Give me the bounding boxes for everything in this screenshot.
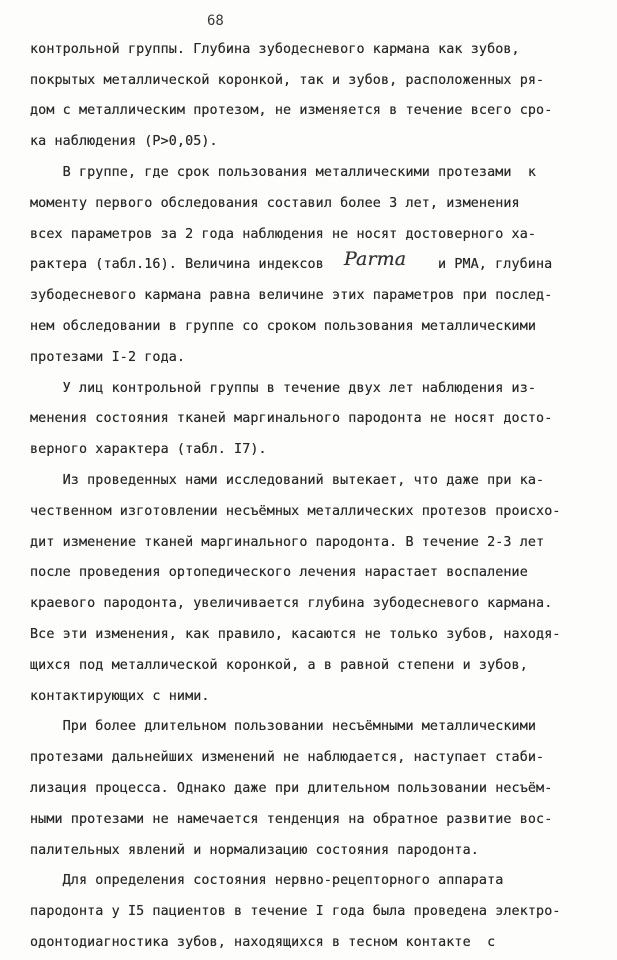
text-line: моменту первого обследования составил более 3 лет, изменения — [30, 196, 520, 211]
text-line: дом с металлическим протезом, не изменяется в течение всего сро- — [30, 103, 553, 118]
text-line: чественном изготовлении несъёмных металлических протезов происхо- — [30, 504, 561, 519]
text-line: одонтодиагностика зубов, находящихся в тесном контакте с — [30, 935, 496, 950]
text-line: дит изменение тканей маргинального пародонта. В течение 2-3 лет — [30, 535, 545, 550]
text-line: нем обследовании в группе со сроком пользования металлическими — [30, 319, 537, 334]
text-line: палительных явлений и нормализацию состояния пародонта. — [30, 843, 479, 858]
text-line: после проведения ортопедического лечения нарастает воспаление — [30, 565, 528, 580]
text-line: менения состояния тканей маргинального пародонта не носят досто- — [30, 411, 553, 426]
handwritten-index-name: Parma — [344, 248, 407, 270]
text-line: верного характера (табл. I7). — [30, 442, 267, 457]
text-line: всех параметров за 2 года наблюдения не носят достоверного ха- — [30, 227, 537, 242]
text-line: У лиц контрольной группы в течение двух лет наблюдения из- — [30, 381, 537, 396]
text-line-tail: и PMA, глубина — [438, 257, 553, 272]
text-line: контрольной группы. Глубина зубодесневого кармана как зубов, — [30, 42, 520, 57]
text-line: рактера (табл.16). Величина индексов — [30, 257, 324, 272]
text-line: В группе, где срок пользования металлическими протезами к — [30, 165, 537, 180]
text-line: краевого пародонта, увеличивается глубина зубодесневого кармана. — [30, 596, 553, 611]
text-line: зубодесневого кармана равна величине этих параметров при послед- — [30, 288, 553, 303]
text-line: Все эти изменения, как правило, касаются не только зубов, находя- — [30, 627, 561, 642]
text-line: При более длительном пользовании несъёмными металлическими — [30, 719, 537, 734]
text-line: протезами I-2 года. — [30, 350, 186, 365]
text-line: пародонта у I5 пациентов в течение I года была проведена электро- — [30, 904, 561, 919]
text-line: ными протезами не намечается тенденция на обратное развитие вос- — [30, 812, 553, 827]
text-line: контактирующих с ними. — [30, 689, 210, 704]
text-line: Из проведенных нами исследований вытекает, что даже при ка- — [30, 473, 545, 488]
text-line: покрытых металлической коронкой, так и зубов, расположенных ря- — [30, 73, 545, 88]
text-line: ка наблюдения (P>0,05). — [30, 134, 218, 149]
text-line: щихся под металлической коронкой, а в равной степени и зубов, — [30, 658, 528, 673]
text-line: лизация процесса. Однако даже при длительном пользовании несъём- — [30, 781, 553, 796]
page-number: 68 — [207, 13, 224, 29]
text-line: Для определения состояния нервно-рецепторного аппарата — [30, 873, 504, 888]
text-line: протезами дальнейших изменений не наблюдается, наступает стаби- — [30, 750, 545, 765]
